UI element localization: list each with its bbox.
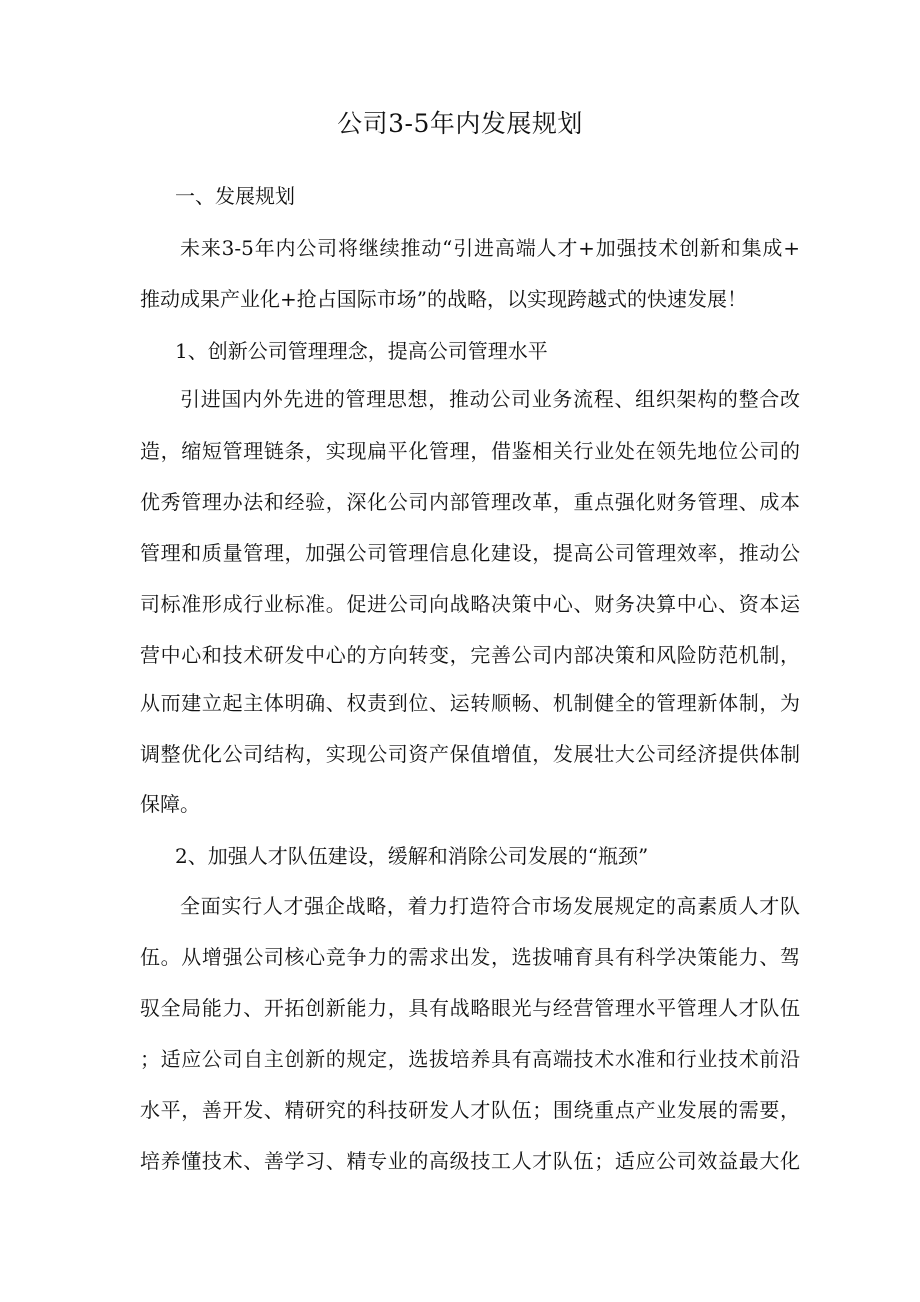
sub1-line-6: 营中心和技术研发中心的方向转变，完善公司内部决策和风险防范机制， [140,643,800,667]
subsection-heading-2: 2、加强人才队伍建设，缓解和消除公司发展的“瓶颈” [175,844,649,868]
sub2-line-5: 水平，善开发、精研究的科技研发人才队伍；围绕重点产业发展的需要， [140,1098,800,1122]
sub1-line-1: 引进国内外先进的管理思想，推动公司业务流程、组织架构的整合改 [180,387,800,411]
sub2-line-1: 全面实行人才强企战略，着力打造符合市场发展规定的高素质人才队 [180,894,800,918]
sub2-line-6: 培养懂技术、善学习、精专业的高级技工人才队伍；适应公司效益最大化 [140,1149,800,1173]
sub1-line-8: 调整优化公司结构，实现公司资产保值增值，发展壮大公司经济提供体制 [140,742,800,766]
sub1-line-7: 从而建立起主体明确、权责到位、运转顺畅、机制健全的管理新体制，为 [140,691,800,715]
document-title: 公司3-5年内发展规划 [337,109,583,138]
sub2-line-4: ；适应公司自主创新的规定，选拔培养具有高端技术水准和行业技术前沿 [140,1047,800,1071]
sub1-line-9: 保障。 [140,792,200,816]
intro-line-1: 未来3-5年内公司将继续推动“引进高端人才+加强技术创新和集成+ [180,236,800,260]
sub1-line-5: 司标准形成行业标准。促进公司向战略决策中心、财务决算中心、资本运 [140,592,800,616]
sub1-line-4: 管理和质量管理，加强公司管理信息化建设，提高公司管理效率，推动公 [140,541,800,565]
intro-line-2: 推动成果产业化+抢占国际市场”的战略，以实现跨越式的快速发展！ [140,287,747,311]
section-heading-development-plan: 一、发展规划 [175,184,295,208]
sub2-line-2: 伍。从增强公司核心竞争力的需求出发，选拔哺育具有科学决策能力、驾 [140,945,800,969]
sub1-line-3: 优秀管理办法和经验，深化公司内部管理改革，重点强化财务管理、成本 [140,490,800,514]
sub1-line-2: 造，缩短管理链条，实现扁平化管理，借鉴相关行业处在领先地位公司的 [140,439,800,463]
sub2-line-3: 驭全局能力、开拓创新能力，具有战略眼光与经营管理水平管理人才队伍 [140,996,800,1020]
subsection-heading-1: 1、创新公司管理理念，提高公司管理水平 [175,339,548,363]
